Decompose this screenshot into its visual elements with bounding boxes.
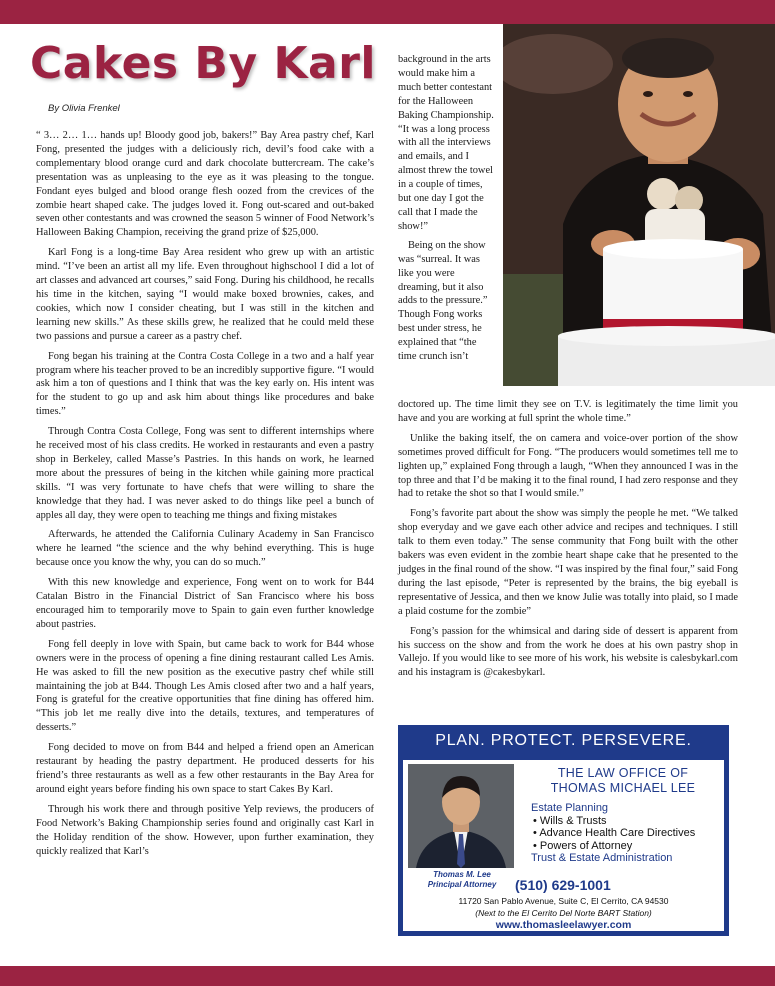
service-heading: Estate Planning (531, 802, 609, 814)
street-address: 11720 San Pablo Avenue, Suite C, El Cerrito, CA 94530 (458, 896, 669, 906)
ad-headline: PLAN. PROTECT. PERSEVERE. (435, 732, 692, 749)
paragraph: With this new knowledge and experience, Fong went on to work for B44 Catalan Bistro in the Financial District of San Francisco where his boss encouraged him to temporarily move to Spain to gain even further knowledge about pastries. (36, 577, 374, 630)
attorney-name: Thomas M. Lee (433, 870, 491, 879)
chef-with-cake-image (503, 24, 775, 386)
paragraph: Being on the show was “surreal. It was like you were dreaming, but it also adds to the pressure.” Though Fong works best under stress, he explained that “the time crunch isn’t (398, 239, 488, 363)
article-column-2-wide (398, 398, 738, 686)
address-block (403, 895, 724, 919)
attorney-caption (407, 870, 517, 890)
paragraph: Through Contra Costa College, Fong was sent to different internships where he received most of his class credits. He worked in restaurants and even a pastry shop in Berkeley, called Masse’s Pastries. In this hands on work, he learned more about the pressures of being in the kitchen while gaining more practical skills. “I was very fortunate to have chefs that were willing to share the knowledge that they had. I was never asked to do things like peel a bunch of apples all day, they were open to teaching me things and fixing mistakes (36, 426, 374, 521)
paragraph: “ 3… 2… 1… hands up! Bloody good job, bakers!” Bay Area pastry chef, Karl Fong, presented the judges with a deliciously rich, devil’s food cake with a complementary blood orange curd and dark chocolate buttercream. The cake’s presentation was as unpleasing to the eye as it was pleasing to the tongue. Fondant eyes bulged and blood orange flesh oozed from the crevices of the zombie heart shaped cake. The judges loved it. Fong out-scared and out-baked seven other contestants and was crowned the season 5 winner of Food Network’s Halloween Baking Champion, receiving the grand prize of $25,000. (36, 130, 374, 239)
service-item-text: Powers of Attorney (539, 839, 633, 852)
paragraph: Unlike the baking itself, the on camera and voice-over portion of the show sometimes proved difficult for Fong. “The producers would sometimes tell me to lighten up,” explained Fong through a laugh, “When they announced I was in the top three and that I’d be making it to the final round, I had zero response and they had to retake the shot so that I would smile.” (398, 432, 738, 500)
service-item: • Wills & Trusts (533, 814, 607, 827)
paragraph: Fong decided to move on from B44 and helped a friend open an American restaurant by heading the pastry department. He produced desserts for his friend’s three restaurants as well as a few other restaurants in the Bay Area for around eight years before finding his own space to start Cakes By Karl. (36, 742, 374, 795)
article-column-2-narrow (398, 53, 494, 369)
chef-photo (503, 24, 775, 386)
service-item-text: Wills & Trusts (539, 814, 607, 827)
service-item-text: Advance Health Care Directives (539, 827, 696, 839)
bottom-banner-bar (0, 966, 775, 986)
article-column-1 (36, 129, 374, 864)
location-note: (Next to the El Cerrito Del Norte BART Station) (475, 908, 652, 918)
services-list (531, 802, 695, 865)
paragraph: Fong fell deeply in love with Spain, but came back to work for B44 whose owners were in the process of opening a fine dining restaurant called Les Amis. He was asked to fill the new position as the executive pastry chef while still maintaining the job at B44. Though Les Amis closed after two and a half years, Fong is grateful for the creative opportunities that fine dining has offered him. “This job let me really dive into the details, textures, and temperatures of desserts.” (36, 638, 374, 734)
paragraph: Fong’s passion for the whimsical and daring side of dessert is apparent from his success on the show and from the work he does at his own pastry shop in Vallejo. If you would like to see more of his work, his website is calesbykarl.com and his instagram is @cakesbykarl. (398, 625, 738, 679)
paragraph: Fong began his training at the Contra Costa College in a two and a half year program where his teacher proved to be an incredibly supportive figure. “I would ask him a ton of questions and I think that was the key early on. His intent was for the student to go up and ask him about things like procedures and bake times.” (36, 350, 374, 418)
attorney-role: Principal Attorney (427, 880, 497, 889)
top-banner-bar (0, 0, 775, 24)
law-office-ad[interactable] (398, 725, 729, 936)
service-item: • Advance Health Care Directives (533, 827, 696, 839)
paragraph: Afterwards, he attended the California Culinary Academy in San Francisco where he learned “the science and the why behind everything. This is huge because once you know the why, you can do so much.” (36, 529, 374, 569)
firm-name-line-1: THE LAW OFFICE OF (557, 766, 689, 780)
attorney-photo (408, 764, 514, 868)
paragraph: doctored up. The time limit they see on T.V. is legitimately the time limit you have and you are working at full sprint the whole time.” (398, 399, 738, 424)
byline: By Olivia Frenkel (48, 103, 120, 114)
service-item: • Powers of Attorney (533, 839, 633, 852)
paragraph: background in the arts would make him a much better contestant for the Halloween Baking Championship. “It was a long process with all the interviews and emails, and I almost threw the towel in a couple of times, but one day I got the call that I made the show!” (398, 54, 494, 232)
firm-name-line-2: THOMAS MICHAEL LEE (550, 781, 696, 795)
service-heading: Trust & Estate Administration (531, 852, 673, 864)
paragraph: Fong’s favorite part about the show was simply the people he met. “We talked shop everyday and we gave each other advice and recipes and techniques. I still talk to them even today.” The sense community that Fong built with the other bakers was even evident in the zombie heart shape cake that he presented to the judges in the final round of the show. “I was inspired by the final four,” said Fong during the last episode, “Peter is represented by the brains, the big eyeball is representative of Jessica, and then we know Julie was totally into plaid, so I made a plaid costume for the zombie” (398, 508, 738, 617)
paragraph: Karl Fong is a long-time Bay Area resident who grew up with an artistic mind. “I’ve been an artist all my life. Even throughout highschool I did a lot of art classes and advanced art courses,” said Fong. During his childhood, he recalls his time in the kitchen, saying “I would make boxed brownies, cakes, and cookies, which now I consider cheating, but I was still in the kitchen and learning new skills.” As these skills grew, he realized that he could meld these two passions and pursue a career as a pastry chef. (36, 247, 374, 342)
phone-number[interactable]: (510) 629-1001 (515, 877, 611, 893)
attorney-portrait-image (408, 764, 514, 868)
website-link[interactable]: www.thomasleelawyer.com (495, 919, 632, 931)
firm-name (528, 766, 718, 796)
paragraph: Through his work there and through positive Yelp reviews, the producers of Food Network’s Baking Championship series found and originally cast Karl in the Holiday rendition of the show. However, upon further examination, they quickly realized that Karl’s (36, 803, 374, 857)
article-title: Cakes By Karl (30, 38, 377, 89)
ad-body (403, 760, 724, 931)
